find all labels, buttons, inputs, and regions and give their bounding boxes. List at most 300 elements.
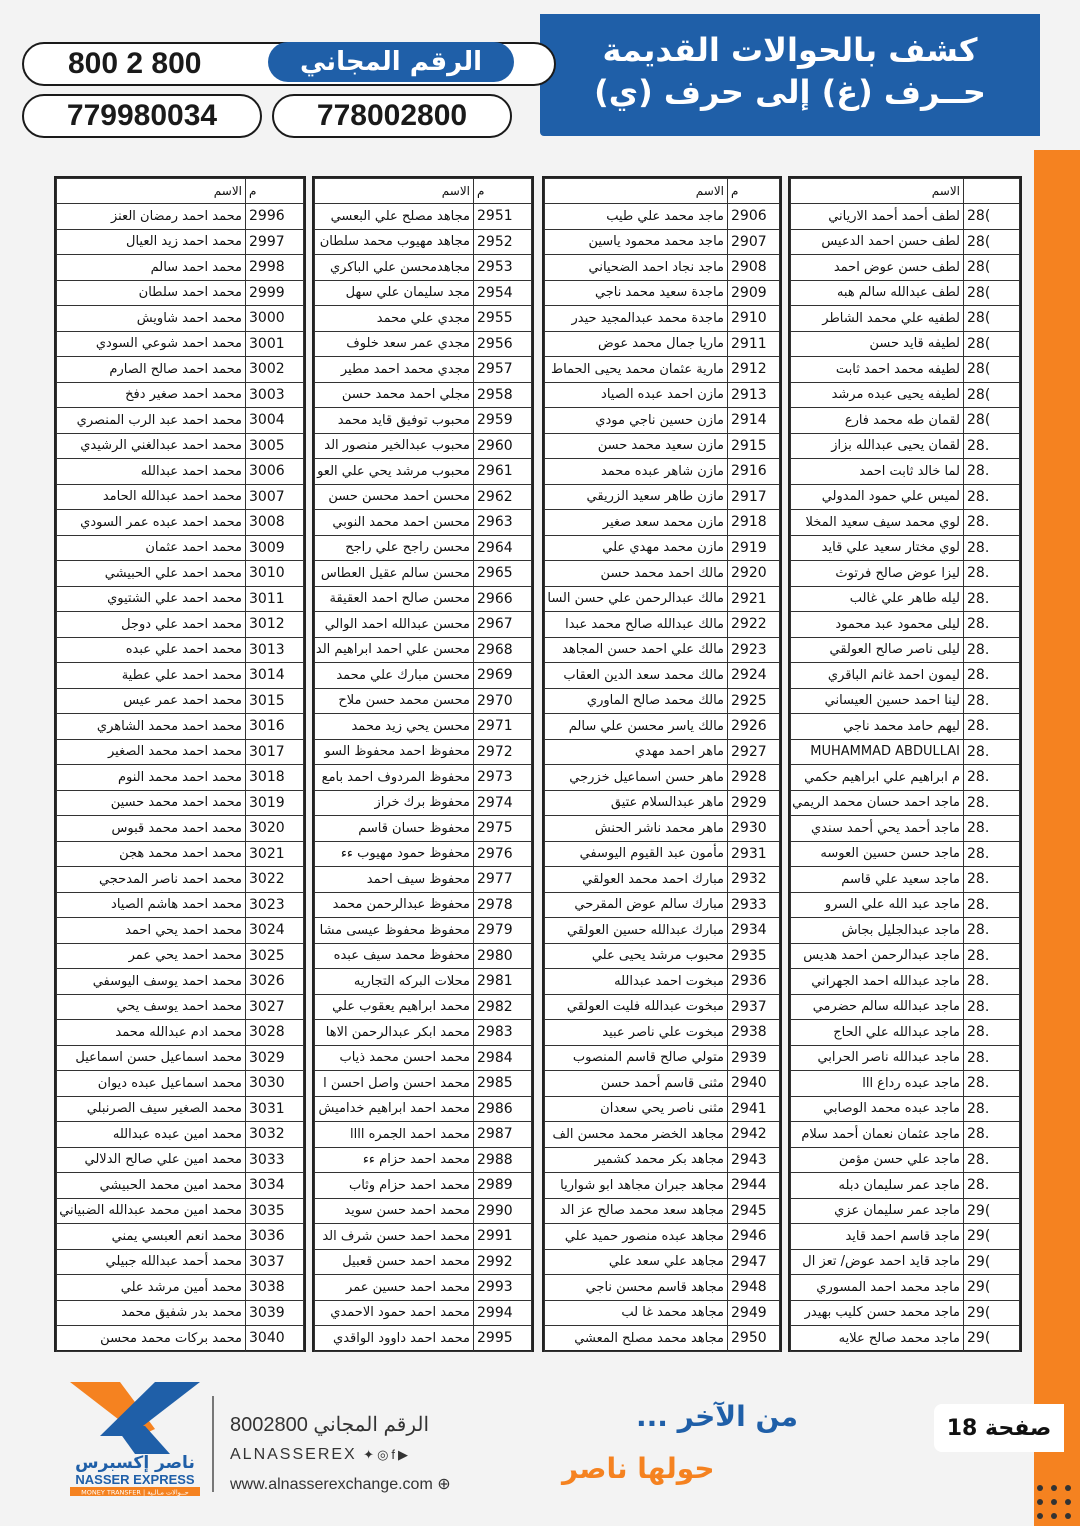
footer-website[interactable] xyxy=(230,1474,451,1494)
table-header-row xyxy=(57,179,304,204)
row-number: 3020 xyxy=(246,816,304,842)
row-name: محمد احمد حزام ءء xyxy=(315,1147,474,1173)
table-row xyxy=(545,484,780,510)
table-row xyxy=(315,1249,532,1275)
row-name: مجاهد سعد محمد صالح عز الد xyxy=(545,1198,728,1224)
table-row xyxy=(315,612,532,638)
table-row xyxy=(57,714,304,740)
row-name: محمد احمد عبدالله xyxy=(57,459,246,485)
table-row xyxy=(791,612,1020,638)
row-number: 2995 xyxy=(474,1326,532,1352)
nasser-express-logo xyxy=(60,1374,210,1498)
row-name: لطيفه محمد احمد ثابت xyxy=(791,357,964,383)
row-number: 28. xyxy=(964,1122,1020,1148)
row-number: 2914 xyxy=(728,408,780,434)
row-name: ماجد عمر سليمان عزي xyxy=(791,1198,964,1224)
table-row xyxy=(791,408,1020,434)
row-number: 28. xyxy=(964,484,1020,510)
row-number: 2918 xyxy=(728,510,780,536)
row-number: 2975 xyxy=(474,816,532,842)
row-name: لوي مختار سعيد علي قايد xyxy=(791,535,964,561)
row-number: 28. xyxy=(964,714,1020,740)
table-row xyxy=(545,331,780,357)
row-name: ماجد محمد علي طيب xyxy=(545,204,728,230)
table-row xyxy=(791,382,1020,408)
table-row xyxy=(791,1071,1020,1097)
row-name: محبوب مرشد يحيى علي xyxy=(545,943,728,969)
row-number: 3000 xyxy=(246,306,304,332)
row-name: ماجد محمد محمود ياسين xyxy=(545,229,728,255)
row-number: 2989 xyxy=(474,1173,532,1199)
table-row xyxy=(315,255,532,281)
row-name: محمد احمد رمضان العنز xyxy=(57,204,246,230)
table-row xyxy=(315,280,532,306)
row-name: محبوب توفيق قايد محمد xyxy=(315,408,474,434)
table-header-row xyxy=(791,179,1020,204)
row-number: 28( xyxy=(964,255,1020,281)
table-row xyxy=(315,969,532,995)
table-row xyxy=(791,1198,1020,1224)
table-row xyxy=(791,867,1020,893)
row-number: 28. xyxy=(964,586,1020,612)
row-name: مجاهدمحسن علي الباكري xyxy=(315,255,474,281)
row-number: 2906 xyxy=(728,204,780,230)
row-name: محمد احمد داوود الواقدي xyxy=(315,1326,474,1352)
row-name: محمد احمد علي دوجل xyxy=(57,612,246,638)
row-name: محمد احمد عبده عمر السودي xyxy=(57,510,246,536)
row-number: 3012 xyxy=(246,612,304,638)
table-row xyxy=(315,918,532,944)
row-number: 2909 xyxy=(728,280,780,306)
row-name: لطفيه علي محمد الشاطر xyxy=(791,306,964,332)
row-name: محفوظ حمود مهيوب ءء xyxy=(315,841,474,867)
table-row xyxy=(545,408,780,434)
row-name: ليهم حامد محمد ناجي xyxy=(791,714,964,740)
table-row xyxy=(545,306,780,332)
row-number: 28. xyxy=(964,561,1020,587)
row-number: 2990 xyxy=(474,1198,532,1224)
table-row xyxy=(57,867,304,893)
row-number: 2976 xyxy=(474,841,532,867)
table-header-row xyxy=(315,179,532,204)
table-row xyxy=(791,1147,1020,1173)
row-name: محمد احمد صالح الصارم xyxy=(57,357,246,383)
row-number: 3007 xyxy=(246,484,304,510)
table-row xyxy=(315,663,532,689)
row-number: 28. xyxy=(964,663,1020,689)
row-name: ماجد قاسم احمد قايد xyxy=(791,1224,964,1250)
row-number: 28. xyxy=(964,510,1020,536)
row-name: لما خالد ثابت احمد xyxy=(791,459,964,485)
row-number: 2912 xyxy=(728,357,780,383)
row-number: 2922 xyxy=(728,612,780,638)
row-number: 3039 xyxy=(246,1300,304,1326)
row-name: محمد أحمد عبدالله جبيلي xyxy=(57,1249,246,1275)
table-row xyxy=(791,433,1020,459)
logo-english: NASSER EXPRESS xyxy=(75,1472,195,1487)
row-number: 2963 xyxy=(474,510,532,536)
table-row xyxy=(791,994,1020,1020)
row-number: 29( xyxy=(964,1326,1020,1352)
table-row xyxy=(57,1275,304,1301)
table-row xyxy=(57,1045,304,1071)
table-row xyxy=(315,994,532,1020)
table-row xyxy=(315,892,532,918)
row-name: مبخوت احمد عبدالله xyxy=(545,969,728,995)
row-name: مازن محمد سعد صغير xyxy=(545,510,728,536)
table-row xyxy=(545,1071,780,1097)
footer-from-last: من الآخر ... xyxy=(636,1400,798,1433)
table-row xyxy=(545,561,780,587)
row-number: 2933 xyxy=(728,892,780,918)
table-row xyxy=(57,943,304,969)
table-row xyxy=(545,765,780,791)
row-number: 2999 xyxy=(246,280,304,306)
row-name: م ابراهيم علي ابراهيم حكمي xyxy=(791,765,964,791)
row-number: 28. xyxy=(964,1071,1020,1097)
row-name: مأمون عبد القيوم اليوسفي xyxy=(545,841,728,867)
row-number: 29( xyxy=(964,1249,1020,1275)
table-row xyxy=(315,382,532,408)
row-number: 2991 xyxy=(474,1224,532,1250)
table-row xyxy=(57,739,304,765)
row-number: 3004 xyxy=(246,408,304,434)
row-name: ليلى ناصر صالح العولقي xyxy=(791,637,964,663)
row-number: 3022 xyxy=(246,867,304,893)
table-row xyxy=(545,357,780,383)
column-header-name: الاسم xyxy=(315,179,474,204)
row-name: محلات البركه التجاريه xyxy=(315,969,474,995)
footer-social xyxy=(230,1446,411,1464)
footer-brand: ALNASSEREX xyxy=(230,1446,357,1463)
row-name: محمد احمد عثمان xyxy=(57,535,246,561)
column-header-number: م xyxy=(474,179,532,204)
row-name: محسن راجح علي راجح xyxy=(315,535,474,561)
row-name: لميس علي حمود المدولي xyxy=(791,484,964,510)
row-number: 2987 xyxy=(474,1122,532,1148)
row-name: ماجد قايد احمد عوض/ تعز ال xyxy=(791,1249,964,1275)
table-row xyxy=(791,1249,1020,1275)
row-number: 28. xyxy=(964,918,1020,944)
row-name: محمد انعم العبسي يمني xyxy=(57,1224,246,1250)
row-number: 2937 xyxy=(728,994,780,1020)
row-number: 3038 xyxy=(246,1275,304,1301)
table-row xyxy=(315,459,532,485)
row-name: محمد احسن محمد ذياب xyxy=(315,1045,474,1071)
row-name: مازن سعيد محمد حسن xyxy=(545,433,728,459)
table-row xyxy=(315,867,532,893)
table-row xyxy=(791,1326,1020,1352)
free-number-label: الرقم المجاني xyxy=(268,42,514,82)
table-row xyxy=(315,204,532,230)
table-row xyxy=(57,688,304,714)
row-name: محمد بدر شفيق محمد xyxy=(57,1300,246,1326)
table-row xyxy=(791,204,1020,230)
table-row xyxy=(57,1249,304,1275)
row-name: مجاهد محمد غا لب xyxy=(545,1300,728,1326)
row-name: مجاهد عبده منصور حميد علي xyxy=(545,1224,728,1250)
row-number: 2956 xyxy=(474,331,532,357)
row-name: ليلى محمود عبد محمود xyxy=(791,612,964,638)
names-table-area xyxy=(54,176,1022,1352)
row-name: ماجد محمد احمد المسوري xyxy=(791,1275,964,1301)
table-row xyxy=(315,1173,532,1199)
row-name: محمد احمد محمد الصغير xyxy=(57,739,246,765)
row-name: محمد احمد حمود الاحمدي xyxy=(315,1300,474,1326)
table-row xyxy=(315,943,532,969)
row-name: محمد احمد حزام وثاب xyxy=(315,1173,474,1199)
table-row xyxy=(545,1147,780,1173)
table-row xyxy=(545,892,780,918)
row-number: 2980 xyxy=(474,943,532,969)
table-row xyxy=(545,943,780,969)
row-name: ماجد نجاد احمد الضحياني xyxy=(545,255,728,281)
table-row xyxy=(315,841,532,867)
row-number: 2931 xyxy=(728,841,780,867)
row-number: 2915 xyxy=(728,433,780,459)
page-subtitle: حــرف (غ) إلى حرف (ي) xyxy=(594,73,986,111)
logo-mark-blue-2 xyxy=(115,1426,170,1454)
row-number: 2948 xyxy=(728,1275,780,1301)
row-name: محسن يحي زيد محمد xyxy=(315,714,474,740)
row-number: 28. xyxy=(964,612,1020,638)
row-name: محمد ادم عبدالله محمد xyxy=(57,1020,246,1046)
row-number: 2982 xyxy=(474,994,532,1020)
row-number: 28. xyxy=(964,1020,1020,1046)
table-row xyxy=(545,637,780,663)
row-number: 2921 xyxy=(728,586,780,612)
row-name: مبارك عبدالله حسين العولقي xyxy=(545,918,728,944)
column-header-name: الاسم xyxy=(791,179,964,204)
table-row xyxy=(545,229,780,255)
column-header-number: م xyxy=(728,179,780,204)
table-row xyxy=(57,1300,304,1326)
phone-number-1: 778002800 xyxy=(316,99,468,132)
footer-separator xyxy=(212,1396,214,1492)
row-number: 3030 xyxy=(246,1071,304,1097)
table-row xyxy=(791,331,1020,357)
row-name: محمد بركات محمد محسن xyxy=(57,1326,246,1352)
row-name: لقمان طه محمد فارع xyxy=(791,408,964,434)
row-number: 28( xyxy=(964,357,1020,383)
row-name: مالك علي احمد حسن المجاهد xyxy=(545,637,728,663)
row-number: 3019 xyxy=(246,790,304,816)
row-name: ماجد محمد حسن كليب بهيدر xyxy=(791,1300,964,1326)
row-number: 29( xyxy=(964,1198,1020,1224)
row-number: 3033 xyxy=(246,1147,304,1173)
table-row xyxy=(57,204,304,230)
row-name: ماجد عبد الله علي السرو xyxy=(791,892,964,918)
table-row xyxy=(315,688,532,714)
row-name: ماجد علي حسن مؤمن xyxy=(791,1147,964,1173)
row-name: محمد ابراهيم يعقوب علي xyxy=(315,994,474,1020)
table-row xyxy=(315,331,532,357)
row-name: مازن محمد مهدي علي xyxy=(545,535,728,561)
table-row xyxy=(315,739,532,765)
table-row xyxy=(791,586,1020,612)
row-name: محفوظ محفوظ عيسى مشا xyxy=(315,918,474,944)
row-number: 2971 xyxy=(474,714,532,740)
table-row xyxy=(791,229,1020,255)
table-row xyxy=(545,382,780,408)
table-row xyxy=(545,1173,780,1199)
row-number: 2920 xyxy=(728,561,780,587)
row-name: MUHAMMAD ABDULLAI xyxy=(791,739,964,765)
row-name: محمد احمد محمد حسين xyxy=(57,790,246,816)
row-number: 3035 xyxy=(246,1198,304,1224)
row-number: 2962 xyxy=(474,484,532,510)
row-number: 2935 xyxy=(728,943,780,969)
table-row xyxy=(545,739,780,765)
row-number: 2907 xyxy=(728,229,780,255)
row-number: 2949 xyxy=(728,1300,780,1326)
row-name: محمد احمد عمر عيس xyxy=(57,688,246,714)
row-name: محمد احمد عبدالله الحامد xyxy=(57,484,246,510)
row-number: 2924 xyxy=(728,663,780,689)
column-header-name: الاسم xyxy=(545,179,728,204)
table-row xyxy=(57,790,304,816)
row-name: محسن محمد حسن ملاح xyxy=(315,688,474,714)
row-number: 3025 xyxy=(246,943,304,969)
row-number: 3027 xyxy=(246,994,304,1020)
row-name: مجاهد محمد مصلح المعشي xyxy=(545,1326,728,1352)
row-name: محسن سالم عقيل العطاس xyxy=(315,561,474,587)
table-header-row xyxy=(545,179,780,204)
row-number: 2955 xyxy=(474,306,532,332)
table-row xyxy=(545,663,780,689)
row-name: ماجد حسن حسين العوسه xyxy=(791,841,964,867)
row-number: 2974 xyxy=(474,790,532,816)
table-row xyxy=(545,433,780,459)
row-name: محمد احمد محمد قبوس xyxy=(57,816,246,842)
table-row xyxy=(57,612,304,638)
row-name: محمد احمد زيد العيال xyxy=(57,229,246,255)
website-link[interactable]: www.alnasserexchange.com xyxy=(230,1476,433,1493)
table-row xyxy=(315,1071,532,1097)
row-number: 2984 xyxy=(474,1045,532,1071)
row-number: 3031 xyxy=(246,1096,304,1122)
row-number: 2965 xyxy=(474,561,532,587)
row-name: محمد احمد علي عبده xyxy=(57,637,246,663)
row-number: 3026 xyxy=(246,969,304,995)
row-number: 2961 xyxy=(474,459,532,485)
row-name: ماجد سعيد علي قاسم xyxy=(791,867,964,893)
row-name: لطيفه يحيى عبده مرشد xyxy=(791,382,964,408)
table-row xyxy=(791,1224,1020,1250)
table-row xyxy=(315,1300,532,1326)
row-name: مالك محمد صالح الماوري xyxy=(545,688,728,714)
table-row xyxy=(315,1326,532,1352)
row-name: محمد امين محمد عبدالله الضبياني xyxy=(57,1198,246,1224)
table-row xyxy=(57,408,304,434)
table-row xyxy=(57,586,304,612)
row-name: محمد احمد صغير دفخ xyxy=(57,382,246,408)
table-row xyxy=(315,1147,532,1173)
row-name: مجدي علي محمد xyxy=(315,306,474,332)
row-number: 2959 xyxy=(474,408,532,434)
row-number: 3006 xyxy=(246,459,304,485)
row-name: محفوظ احمد محفوظ السو xyxy=(315,739,474,765)
row-name: ليزا عوض صالح فرتوث xyxy=(791,561,964,587)
row-name: مبخوت علي ناصر عبيد xyxy=(545,1020,728,1046)
row-number: 2972 xyxy=(474,739,532,765)
row-number: 3009 xyxy=(246,535,304,561)
table-row xyxy=(57,1198,304,1224)
row-number: 28( xyxy=(964,306,1020,332)
row-number: 2908 xyxy=(728,255,780,281)
row-number: 28. xyxy=(964,1173,1020,1199)
table-row xyxy=(791,765,1020,791)
decor-dots xyxy=(1034,1482,1078,1522)
row-name: لقمان يحيى عبدالله بزاز xyxy=(791,433,964,459)
table-row xyxy=(791,1122,1020,1148)
table-row xyxy=(57,994,304,1020)
row-number: 3032 xyxy=(246,1122,304,1148)
row-name: مجدي محمد احمد مطير xyxy=(315,357,474,383)
table-row xyxy=(57,255,304,281)
row-number: 3003 xyxy=(246,382,304,408)
table-row xyxy=(791,969,1020,995)
row-name: مازن حسين ناجي مودي xyxy=(545,408,728,434)
table-row xyxy=(545,714,780,740)
row-name: ماجد عبدالرحمن احمد هديس xyxy=(791,943,964,969)
row-number: 28. xyxy=(964,637,1020,663)
table-row xyxy=(315,1198,532,1224)
logo-arabic: ناصر إكسبرس xyxy=(75,1453,195,1473)
table-row xyxy=(315,816,532,842)
title-box xyxy=(540,14,1040,136)
row-name: مجدي عمر سعد خلوف xyxy=(315,331,474,357)
row-number: 2928 xyxy=(728,765,780,791)
row-name: محمد احمد يحي عمر xyxy=(57,943,246,969)
row-name: ماجدة سعيد محمد ناجي xyxy=(545,280,728,306)
table-row xyxy=(545,1096,780,1122)
row-number: 28. xyxy=(964,688,1020,714)
table-block-4 xyxy=(54,176,306,1352)
table-row xyxy=(791,892,1020,918)
row-number: 28( xyxy=(964,382,1020,408)
table-row xyxy=(545,994,780,1020)
table-row xyxy=(545,918,780,944)
row-name: مالك عبدالله صالح محمد عبدا xyxy=(545,612,728,638)
phone-number-2: 779980034 xyxy=(66,99,218,132)
table-row xyxy=(545,459,780,485)
row-number: 2929 xyxy=(728,790,780,816)
row-number: 2998 xyxy=(246,255,304,281)
table-row xyxy=(57,663,304,689)
row-number: 2930 xyxy=(728,816,780,842)
table-row xyxy=(791,357,1020,383)
row-number: 2953 xyxy=(474,255,532,281)
table-row xyxy=(791,943,1020,969)
table-row xyxy=(545,816,780,842)
row-number: 2970 xyxy=(474,688,532,714)
table-row xyxy=(315,1275,532,1301)
table-row xyxy=(57,510,304,536)
row-name: مازن شاهر عبده محمد xyxy=(545,459,728,485)
row-name: محمد احمد حسن سويد xyxy=(315,1198,474,1224)
row-name: ماجد عبده محمد الوصابي xyxy=(791,1096,964,1122)
row-number: 2977 xyxy=(474,867,532,893)
table-row xyxy=(791,1300,1020,1326)
table-row xyxy=(57,1096,304,1122)
table-row xyxy=(545,1249,780,1275)
table-row xyxy=(315,433,532,459)
row-number: 2947 xyxy=(728,1249,780,1275)
row-name: محمد احمد علي الشتيوي xyxy=(57,586,246,612)
row-number: 3024 xyxy=(246,918,304,944)
table-row xyxy=(57,535,304,561)
